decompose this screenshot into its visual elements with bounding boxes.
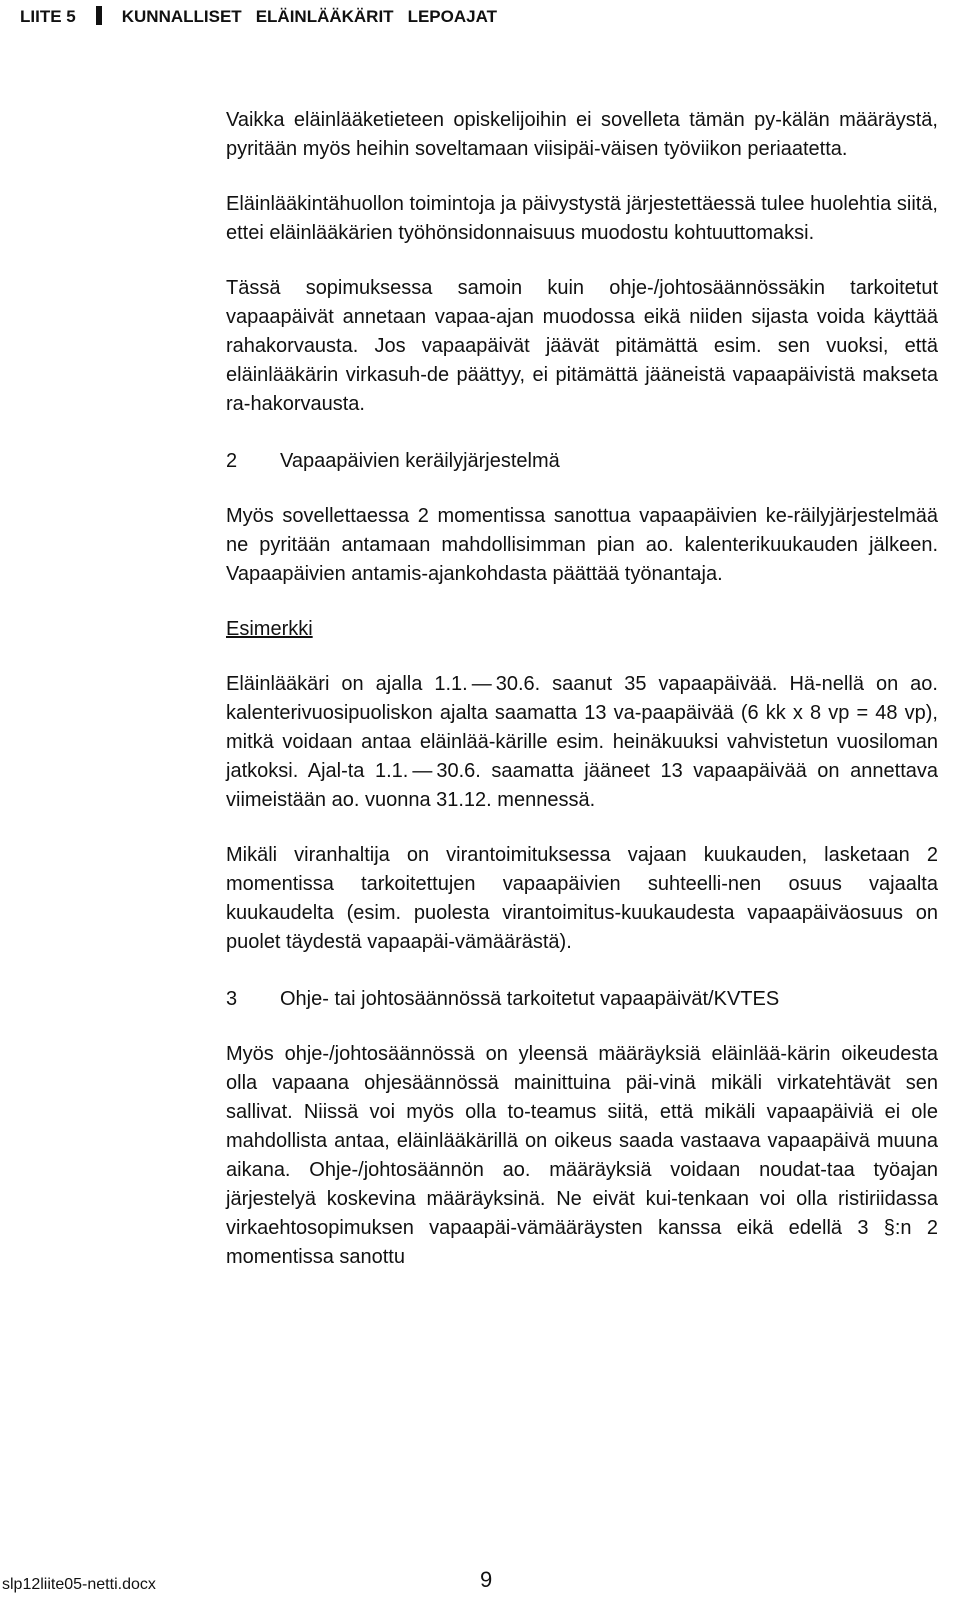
paragraph: Mikäli viranhaltija on virantoimituksessa vajaan kuukauden, lasketaan 2 momentissa tarkoitettujen vapaapäivien suhteelli-nen osuus vajaalta kuukaudelta (esim. puolesta virantoimitus-kuukaudesta vapaapäiväosuus on puolet täydestä vapaapäi-vämäärästä). [226,844,938,953]
paragraph: Eläinlääkintähuollon toimintoja ja päivystystä järjestettäessä tulee huolehtia siitä, ettei eläinlääkärien työhönsidonnaisuus muodostu kohtuuttomaksi. [226,193,938,244]
header-title-word: LEPOAJAT [407,7,497,26]
section-number: 2 [226,450,238,472]
section-heading [226,985,938,1014]
paragraph: Myös sovellettaessa 2 momentissa sanottua vapaapäivien ke-räilyjärjestelmää ne pyritään antamaan mahdollisimman pian ao. kalenterikuukauden jälkeen. Vapaapäivien antamis-ajankohdasta päättää työnantaja. [226,505,938,585]
header-title-word: KUNNALLISET [121,7,242,26]
paragraph: Myös ohje-/johtosäännössä on yleensä määräyksiä eläinlää-kärin oikeudesta olla vapaana ohjesäännössä mainittuina päi-vinä mikäli virkatehtävät sen sallivat. Niissä voi myös olla to-teamus siitä, että mikäli vapaapäiviä ei ole mahdollista antaa, eläinlääkärillä on oikeus saada vastaava vapaapäivä muuna aikana. Ohje-/johtosäännön ao. määräyksiä voidaan noudat-taa työajan järjestelyä koskevina määräyksinä. Ne eivät kui-tenkaan voi olla ristiriidassa virkaehtosopimuksen vapaapäi-vämääräysten kanssa eikä edellä 3 §:n 2 momentissa sanottu [226,1043,938,1268]
paragraph: Tässä sopimuksessa samoin kuin ohje-/johtosäännössäkin tarkoitetut vapaapäivät annetaan vapaa-ajan muodossa eikä niiden sijasta voida käyttää rahakorvausta. Jos vapaapäivät jäävät pitämättä esim. sen vuoksi, että eläinlääkärin virkasuh-de päättyy, ei pitämättä jääneistä vapaapäivistä makseta ra-hakorvausta. [226,277,938,415]
document-body [226,106,938,1272]
header-separator-bar [96,6,102,25]
header-title-word: ELÄINLÄÄKÄRIT [255,7,394,26]
example-label: Esimerkki [226,618,313,640]
section-title: Vapaapäivien keräilyjärjestelmä [280,450,560,472]
header-title [122,7,511,26]
page-number: 9 [480,1567,493,1592]
section-number: 3 [226,988,238,1010]
paragraph: Eläinlääkäri on ajalla 1.1. — 30.6. saanut 35 vapaapäivää. Hä-nellä on ao. kalenterivuosipuoliskon ajalta saamatta 13 va-paapäivää (6 kk x 8 vp = 48 vp), mitkä voidaan antaa eläinlää-kärille esim. heinäkuuksi vahvistetun vuosiloman jatkoksi. Ajal-ta 1.1. — 30.6. saamatta jääneet 13 vapaapäivää on annettava viimeistään ao. vuonna 31.12. mennessä. [226,673,938,811]
page-header [20,6,531,28]
appendix-label: LIITE 5 [20,7,76,26]
section-heading [226,447,938,476]
section-title: Ohje- tai johtosäännössä tarkoitetut vapaapäivät/KVTES [280,988,780,1010]
footer-filename: slp12liite05-netti.docx [2,1576,156,1593]
paragraph: Vaikka eläinlääketieteen opiskelijoihin ei sovelleta tämän py-kälän määräystä, pyritään myös heihin soveltamaan viisipäi-väisen työviikon periaatetta. [226,109,938,160]
